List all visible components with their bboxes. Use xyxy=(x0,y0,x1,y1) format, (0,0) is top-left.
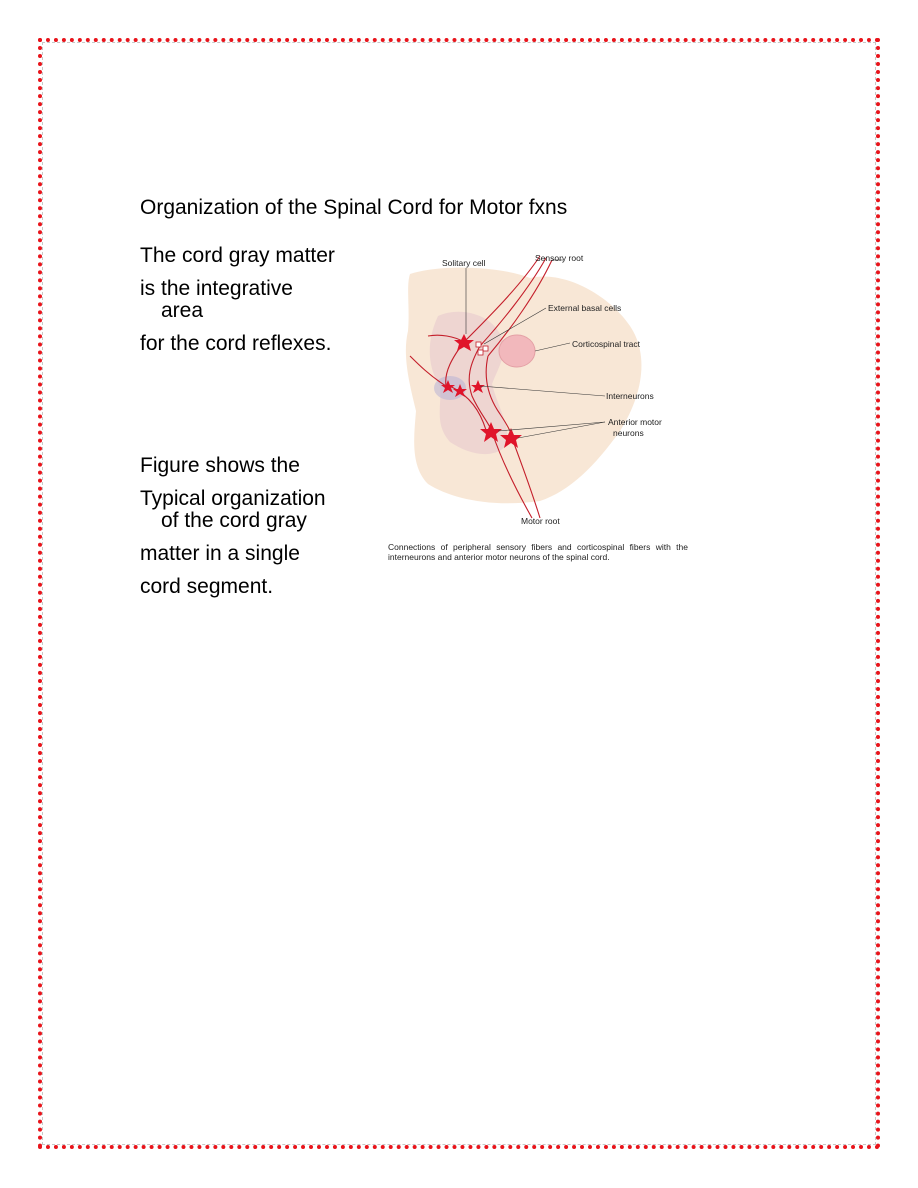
paragraph2-line5: cord segment. xyxy=(140,575,274,598)
label-sensory-root: Sensory root xyxy=(535,253,584,263)
paragraph1-line3: area xyxy=(161,299,204,322)
label-motor-root: Motor root xyxy=(521,516,560,526)
paragraph-figure-description xyxy=(140,455,380,607)
paragraph1-line1: The cord gray matter xyxy=(140,244,335,267)
label-solitary-cell: Solitary cell xyxy=(442,258,486,268)
paragraph2-line3: of the cord gray xyxy=(161,509,307,532)
paragraph2-line4: matter in a single xyxy=(140,542,300,565)
paragraph-gray-matter xyxy=(140,245,380,366)
label-interneurons: Interneurons xyxy=(606,391,654,401)
label-anterior-motor-line2: neurons xyxy=(613,428,644,438)
spinal-cord-figure xyxy=(380,246,690,580)
label-corticospinal-tract: Corticospinal tract xyxy=(572,339,641,349)
paragraph2-line1: Figure shows the xyxy=(140,455,300,477)
paragraph1-line4: for the cord reflexes. xyxy=(140,332,332,355)
label-anterior-motor-line1: Anterior motor xyxy=(608,417,662,427)
corticospinal-tract-shape xyxy=(499,335,535,367)
paragraph1-line2: is the integrative xyxy=(140,277,293,300)
slide-title: Organization of the Spinal Cord for Motor fxns xyxy=(140,196,568,219)
label-external-basal-cells: External basal cells xyxy=(548,303,622,313)
paragraph2-line2: Typical organization xyxy=(140,487,326,510)
figure-caption: Connections of peripheral sensory fibers and corticospinal fibers with the interneurons and anterior motor neurons of the spinal cord. xyxy=(388,542,688,562)
